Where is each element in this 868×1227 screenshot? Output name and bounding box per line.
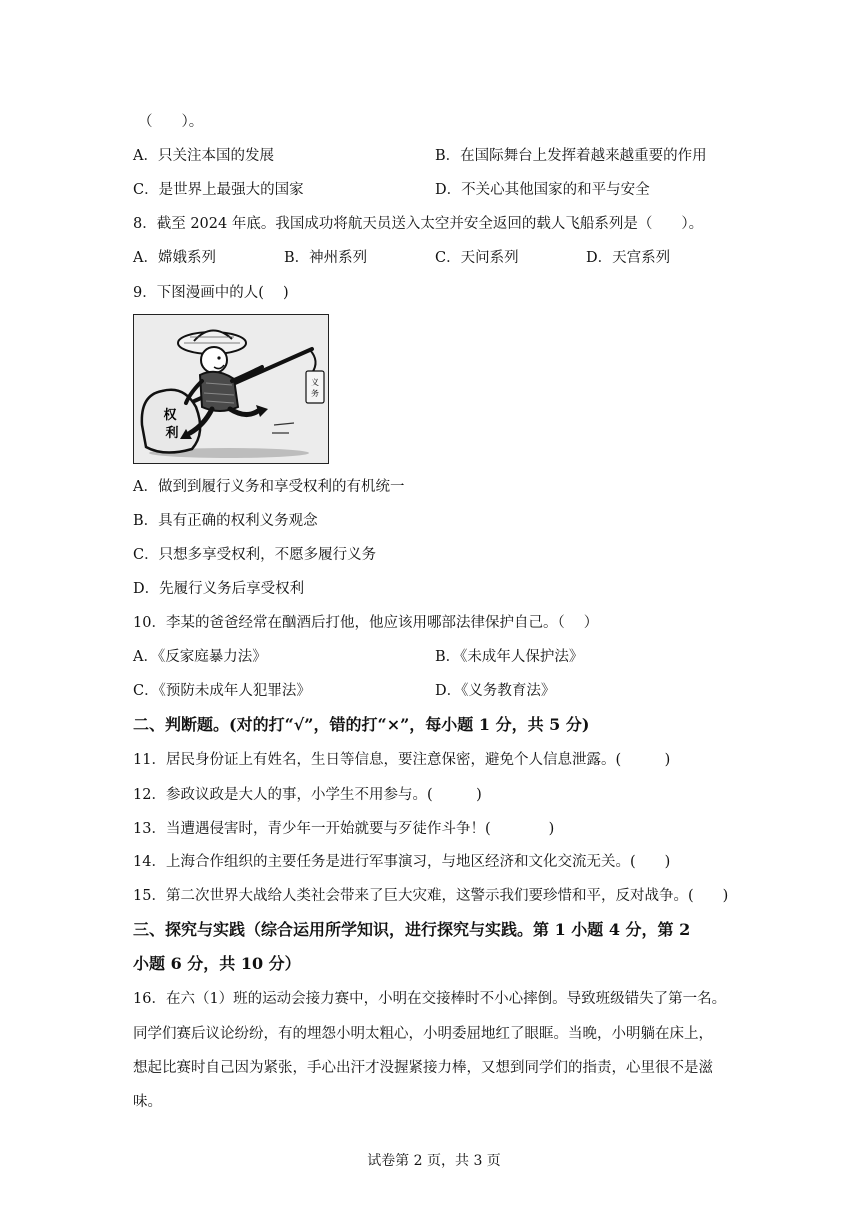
q7-options-row2: [133, 180, 833, 200]
q10-stem: 10．李某的爸爸经常在酗酒后打他，他应该用哪部法律保护自己。（ ）: [133, 615, 599, 631]
bag-label-2: 利: [165, 426, 179, 441]
q10-options-row1: [133, 647, 833, 667]
q8-options: [133, 248, 833, 268]
tag-label-2: 务: [311, 389, 319, 398]
q9-option-d: D．先履行义务后享受权利: [133, 581, 305, 597]
q9-option-a: A．做到到履行义务和享受权利的有机统一: [133, 479, 405, 495]
q16-line-4: 味。: [133, 1094, 162, 1110]
cartoon-image: [133, 314, 329, 464]
page-footer: 试卷第 2 页，共 3 页: [367, 1153, 501, 1169]
q7-options-row1: [133, 146, 833, 166]
judge-item-12: 12．参政议政是大人的事，小学生不用参与。( ): [133, 787, 482, 803]
q9-stem: 9．下图漫画中的人( ): [133, 285, 289, 301]
q7-option-b: B．在国际舞台上发挥着越来越重要的作用: [435, 148, 707, 164]
q7-option-c: C．是世界上最强大的国家: [133, 182, 304, 198]
section3-heading-line1: 三、探究与实践（综合运用所学知识，进行探究与实践。第 1 小题 4 分，第 2: [133, 920, 691, 939]
q16-line-2: 同学们赛后议论纷纷，有的埋怨小明太粗心，小明委屈地红了眼眶。当晚，小明躺在床上，: [133, 1026, 713, 1042]
q16-line-3: 想起比赛时自己因为紧张，手心出汗才没握紧接力棒，又想到同学们的指责，心里很不是滋: [133, 1060, 713, 1076]
q7-stem-tail: （ ）。: [138, 114, 204, 130]
cartoon-drawing: [134, 315, 327, 462]
judge-item-11: 11．居民身份证上有姓名，生日等信息，要注意保密，避免个人信息泄露。( ): [133, 752, 671, 768]
q7-option-d: D．不关心其他国家的和平与安全: [435, 182, 650, 198]
q10-option-c: C．《预防未成年人犯罪法》: [133, 683, 311, 699]
q8-option-d: D．天宫系列: [586, 250, 671, 266]
q10-option-d: D．《义务教育法》: [435, 683, 556, 699]
section3-heading-line2: 小题 6 分，共 10 分）: [133, 954, 301, 973]
q10-option-b: B．《未成年人保护法》: [435, 649, 584, 665]
q8-option-a: A．嫦娥系列: [133, 250, 216, 266]
judge-item-15: 15．第二次世界大战给人类社会带来了巨大灾难，这警示我们要珍惜和平，反对战争。( ): [133, 888, 729, 904]
q9-option-c: C．只想多享受权利，不愿多履行义务: [133, 547, 377, 563]
tag-label-1: 义: [311, 378, 319, 387]
q10-option-a: A．《反家庭暴力法》: [133, 649, 267, 665]
q8-option-b: B．神州系列: [284, 250, 368, 266]
section2-heading: 二、判断题。(对的打“√”，错的打“×”，每小题 1 分，共 5 分): [133, 715, 590, 734]
q10-options-row2: [133, 681, 833, 701]
q8-option-c: C．天问系列: [435, 250, 519, 266]
q7-option-a: A．只关注本国的发展: [133, 148, 274, 164]
q8-stem: 8．截至 2024 年底。我国成功将航天员送入太空并安全返回的载人飞船系列是（ ）。: [133, 216, 704, 232]
q9-option-b: B．具有正确的权利义务观念: [133, 513, 318, 529]
q16-line-1: 16．在六（1）班的运动会接力赛中，小明在交接棒时不小心摔倒。导致班级错失了第一名。: [133, 991, 727, 1007]
bag-label-1: 权: [163, 408, 177, 423]
judge-item-13: 13．当遭遇侵害时，青少年一开始就要与歹徒作斗争！( ): [133, 821, 555, 837]
judge-item-14: 14．上海合作组织的主要任务是进行军事演习，与地区经济和文化交流无关。( ): [133, 854, 671, 870]
